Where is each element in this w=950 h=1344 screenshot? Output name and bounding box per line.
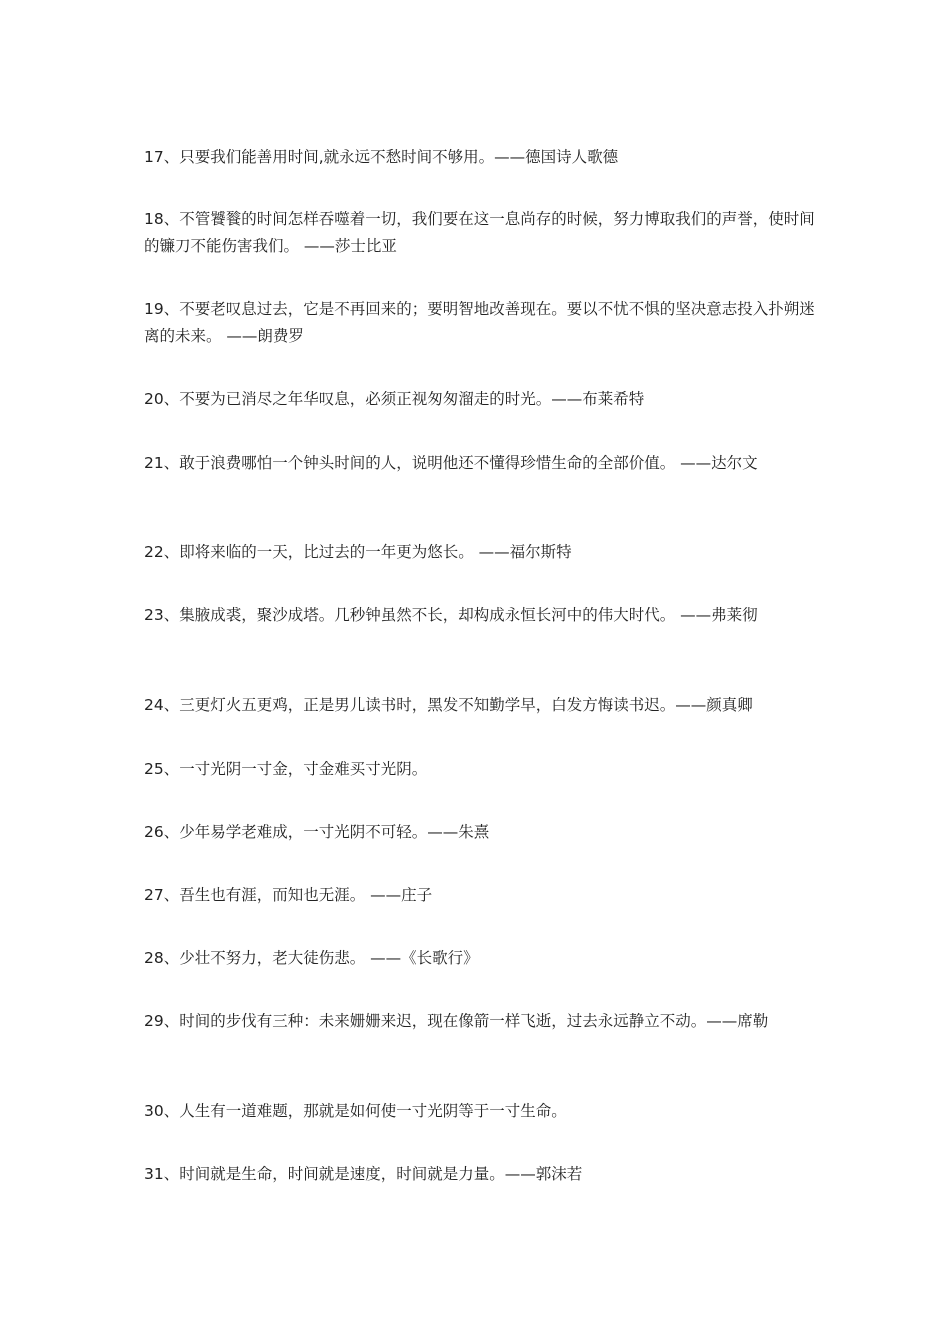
quote-22: 22、即将来临的一天，比过去的一年更为悠长。 ——福尔斯特 <box>144 543 572 561</box>
quote-28: 28、少壮不努力，老大徒伤悲。 ——《长歌行》 <box>144 949 479 967</box>
quote-20: 20、不要为已消尽之年华叹息，必须正视匆匆溜走的时光。——布莱希特 <box>144 390 645 408</box>
quote-21: 21、敢于浪费哪怕一个钟头时间的人，说明他还不懂得珍惜生命的全部价值。 ——达尔文 <box>144 454 758 472</box>
quote-31: 31、时间就是生命，时间就是速度，时间就是力量。——郭沫若 <box>144 1165 583 1183</box>
quote-25: 25、一寸光阴一寸金，寸金难买寸光阴。 <box>144 760 428 778</box>
quote-30: 30、人生有一道难题，那就是如何使一寸光阴等于一寸生命。 <box>144 1102 567 1120</box>
quote-17: 17、只要我们能善用时间,就永远不愁时间不够用。——德国诗人歌德 <box>144 148 619 166</box>
quote-24: 24、三更灯火五更鸡，正是男儿读书时，黑发不知勤学早，白发方悔读书迟。——颜真卿 <box>144 696 753 714</box>
quote-29: 29、时间的步伐有三种：未来姗姗来迟，现在像箭一样飞逝，过去永远静立不动。——席勒 <box>144 1012 769 1030</box>
quote-19: 19、不要老叹息过去，它是不再回来的；要明智地改善现在。要以不忧不惧的坚决意志投入扑朔迷离的未来。 ——朗费罗 <box>144 300 815 345</box>
quote-23: 23、集腋成裘，聚沙成塔。几秒钟虽然不长，却构成永恒长河中的伟大时代。 ——弗莱彻 <box>144 606 758 624</box>
quote-26: 26、少年易学老难成，一寸光阴不可轻。——朱熹 <box>144 823 490 841</box>
quote-27: 27、吾生也有涯，而知也无涯。 ——庄子 <box>144 886 433 904</box>
quote-18: 18、不管饕餮的时间怎样吞噬着一切，我们要在这一息尚存的时候，努力博取我们的声誉，使时间的镰刀不能伤害我们。 ——莎士比亚 <box>144 210 815 255</box>
